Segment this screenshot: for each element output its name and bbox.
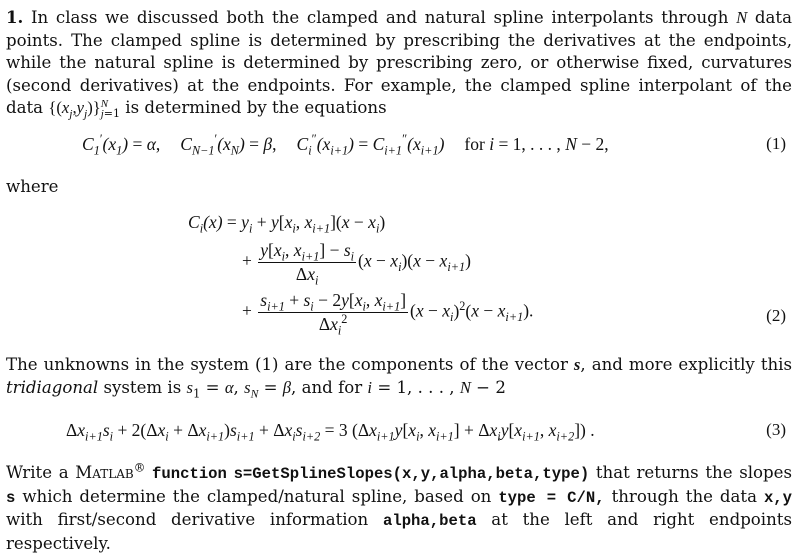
intro-paragraph: 1. In class we discussed both the clamped and natural spline interpolants through N data points. The clamped spline is determined by prescribing the derivatives at the endpoints, while the natural spline is determined by prescribing zero, or otherwise fixed, curvatures (second derivatives) at the endpoints. For example, the clamped spline interpolant of the data $\{(x_j,y_j)\}N$ j=1 is determined by the equations xyxy=(6,7,792,121)
task-paragraph: Write a Matlab® function s=GetSplineSlopes(x,y,alpha,beta,type) that returns the slopes s which determine the clamped/natural spline, based on type = C/N, through the data x,y with first/second derivative information alpha,beta at the left and right endpoints respectively. xyxy=(6,460,793,553)
where-label: where xyxy=(6,177,59,196)
equation-number-1: (1) xyxy=(766,134,786,153)
equation-number-2: (2) xyxy=(766,306,786,325)
unknowns-paragraph: The unknowns in the system (1) are the components of the vector s, and more explicitly this tridiagonal system is $s_1 = \alpha$, $s_N = \beta$, and for i = 1, . . . , N − 2 xyxy=(6,355,792,400)
equation-number-3: (3) xyxy=(766,420,786,439)
problem-number: 1. xyxy=(6,7,24,27)
function-signature: s=GetSplineSlopes(x,y,alpha,beta,type) xyxy=(233,465,590,483)
